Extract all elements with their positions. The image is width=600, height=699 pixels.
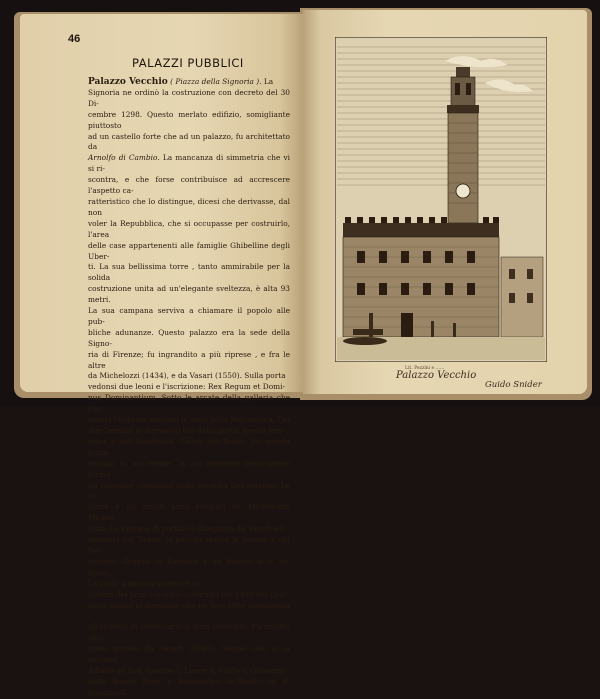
paragraph-2 xyxy=(88,590,290,699)
lithographer-credit: Lit. Pezzini e ...... xyxy=(405,366,445,371)
entry-title: Palazzo Vecchio xyxy=(88,77,168,87)
text-line: La sua campana serviva a chiamare il popolo alle pub- xyxy=(88,306,290,326)
text-line: mina è del Bandinelli, l'altro del Rossi. Da questa porta xyxy=(88,436,290,457)
palazzo-vecchio-engraving xyxy=(335,37,547,362)
text-line: La scala a sinistra conduce al xyxy=(88,578,199,588)
text-line: Salone del gran consiglio costruito nel 1495 dal Cro- xyxy=(88,589,286,599)
text-line: Adamo ed Eva, Cosimo I, Leone X, Carlo V, Giovanni xyxy=(88,665,284,675)
body-text xyxy=(88,77,290,699)
text-line: naca, dietro le domande che ne fece fatte Savonarola , xyxy=(88,600,290,621)
text-line: ria di Firenze; fu ingrandito a più riprese , e fra le altre xyxy=(88,349,290,370)
entry-location: ( Piazza della Signoria ) xyxy=(170,77,260,86)
text-line: da Michelozzi (1434), e da Vasari (1550). Sulla porta xyxy=(88,371,286,381)
text-line: un rilevante contrasto colla severità dell'esterno. Le co- xyxy=(88,480,290,501)
text-line: ad un castello forte che ad un palazzo, fu architettato da xyxy=(88,131,290,152)
text-line: voler la Repubblica, che si occupasse per costruirlo, l'area xyxy=(88,218,290,239)
illustration-title: Palazzo Vecchio xyxy=(396,370,477,381)
text-line: monta l'edifizio, vedonsi le armi della Repubblica. Dei xyxy=(88,415,290,425)
section-title: PALAZZI PUBBLICI xyxy=(132,56,244,70)
palace-door xyxy=(401,313,413,337)
text-line: delle Bande Nere e Alessandro de'Medici di B. Bandinelli. xyxy=(88,676,290,697)
text-line: scontra, e che forse contribuisce ad accrescere l'aspetto ca- xyxy=(88,175,290,196)
entry-first-line xyxy=(88,77,290,88)
text-line: delle case appartenenti alle famiglie Ghibelline degli Uber- xyxy=(88,240,290,261)
text-line: costruzione unita ad un'elegante sveltezza, è alta 93 metri. xyxy=(88,284,290,305)
text-line xyxy=(88,153,290,175)
text-line: rocchio. Gruppo di Sansone e un filisteo di V. de' Rossi. xyxy=(88,556,290,577)
text-line: lozzi. La fontana di porfido è disegnata da Vasari ed xyxy=(88,524,283,534)
text-line: all'oggetto di convocarvi il gran consiglio. Fu ridotto all'o xyxy=(88,622,290,643)
text-line: Signoria ne ordinò la costruzione con decreto del 30 Di- xyxy=(88,87,290,108)
illustration-artist: Guido Snider xyxy=(485,380,542,390)
text-line-italic: Arnolfo di Cambio xyxy=(88,153,158,163)
text-line: bliche adunanze. Questo palazzo era la sede della Signo- xyxy=(88,327,290,348)
text-line: due Termini in marmo ai lati della porta, quello fem- xyxy=(88,426,285,435)
text-line: ratteristico che lo distingue, dicesi che derivasse, dal non xyxy=(88,196,290,217)
clock-icon xyxy=(456,184,470,198)
text-line: entrasi in un cortile, la cui elegante decorazione forma xyxy=(88,458,290,479)
entry-first-line-rest: . La xyxy=(259,77,274,86)
text-line: stato attuale da Vasari (1540). Statue che vi si trovano : xyxy=(88,644,290,665)
text-line: vedonsi due leoni e l'iscrizione: Rex Regum et Domi- xyxy=(88,382,286,392)
text-line-rest: . La mancanza di simmetria che vi si ri- xyxy=(88,153,290,174)
tower xyxy=(447,67,479,223)
paragraph-1 xyxy=(88,88,290,590)
text-line: lonne e gli ornati sono eseguiti da Michelozzo Michel- xyxy=(88,502,290,523)
text-line: nus Dominantium. Sotto le arcate della galleria che cor- xyxy=(88,393,290,414)
text-line: cembre 1298. Questo merlato edifizio, somigliante piuttosto xyxy=(88,109,290,130)
page-number: 46 xyxy=(68,33,81,45)
text-line: ti. La sua bellissima torre , tanto ammirabile per la solida xyxy=(88,262,290,283)
text-line: eseguita dal Tadda; la piccola statua in bronzo è del Ver- xyxy=(88,535,290,555)
